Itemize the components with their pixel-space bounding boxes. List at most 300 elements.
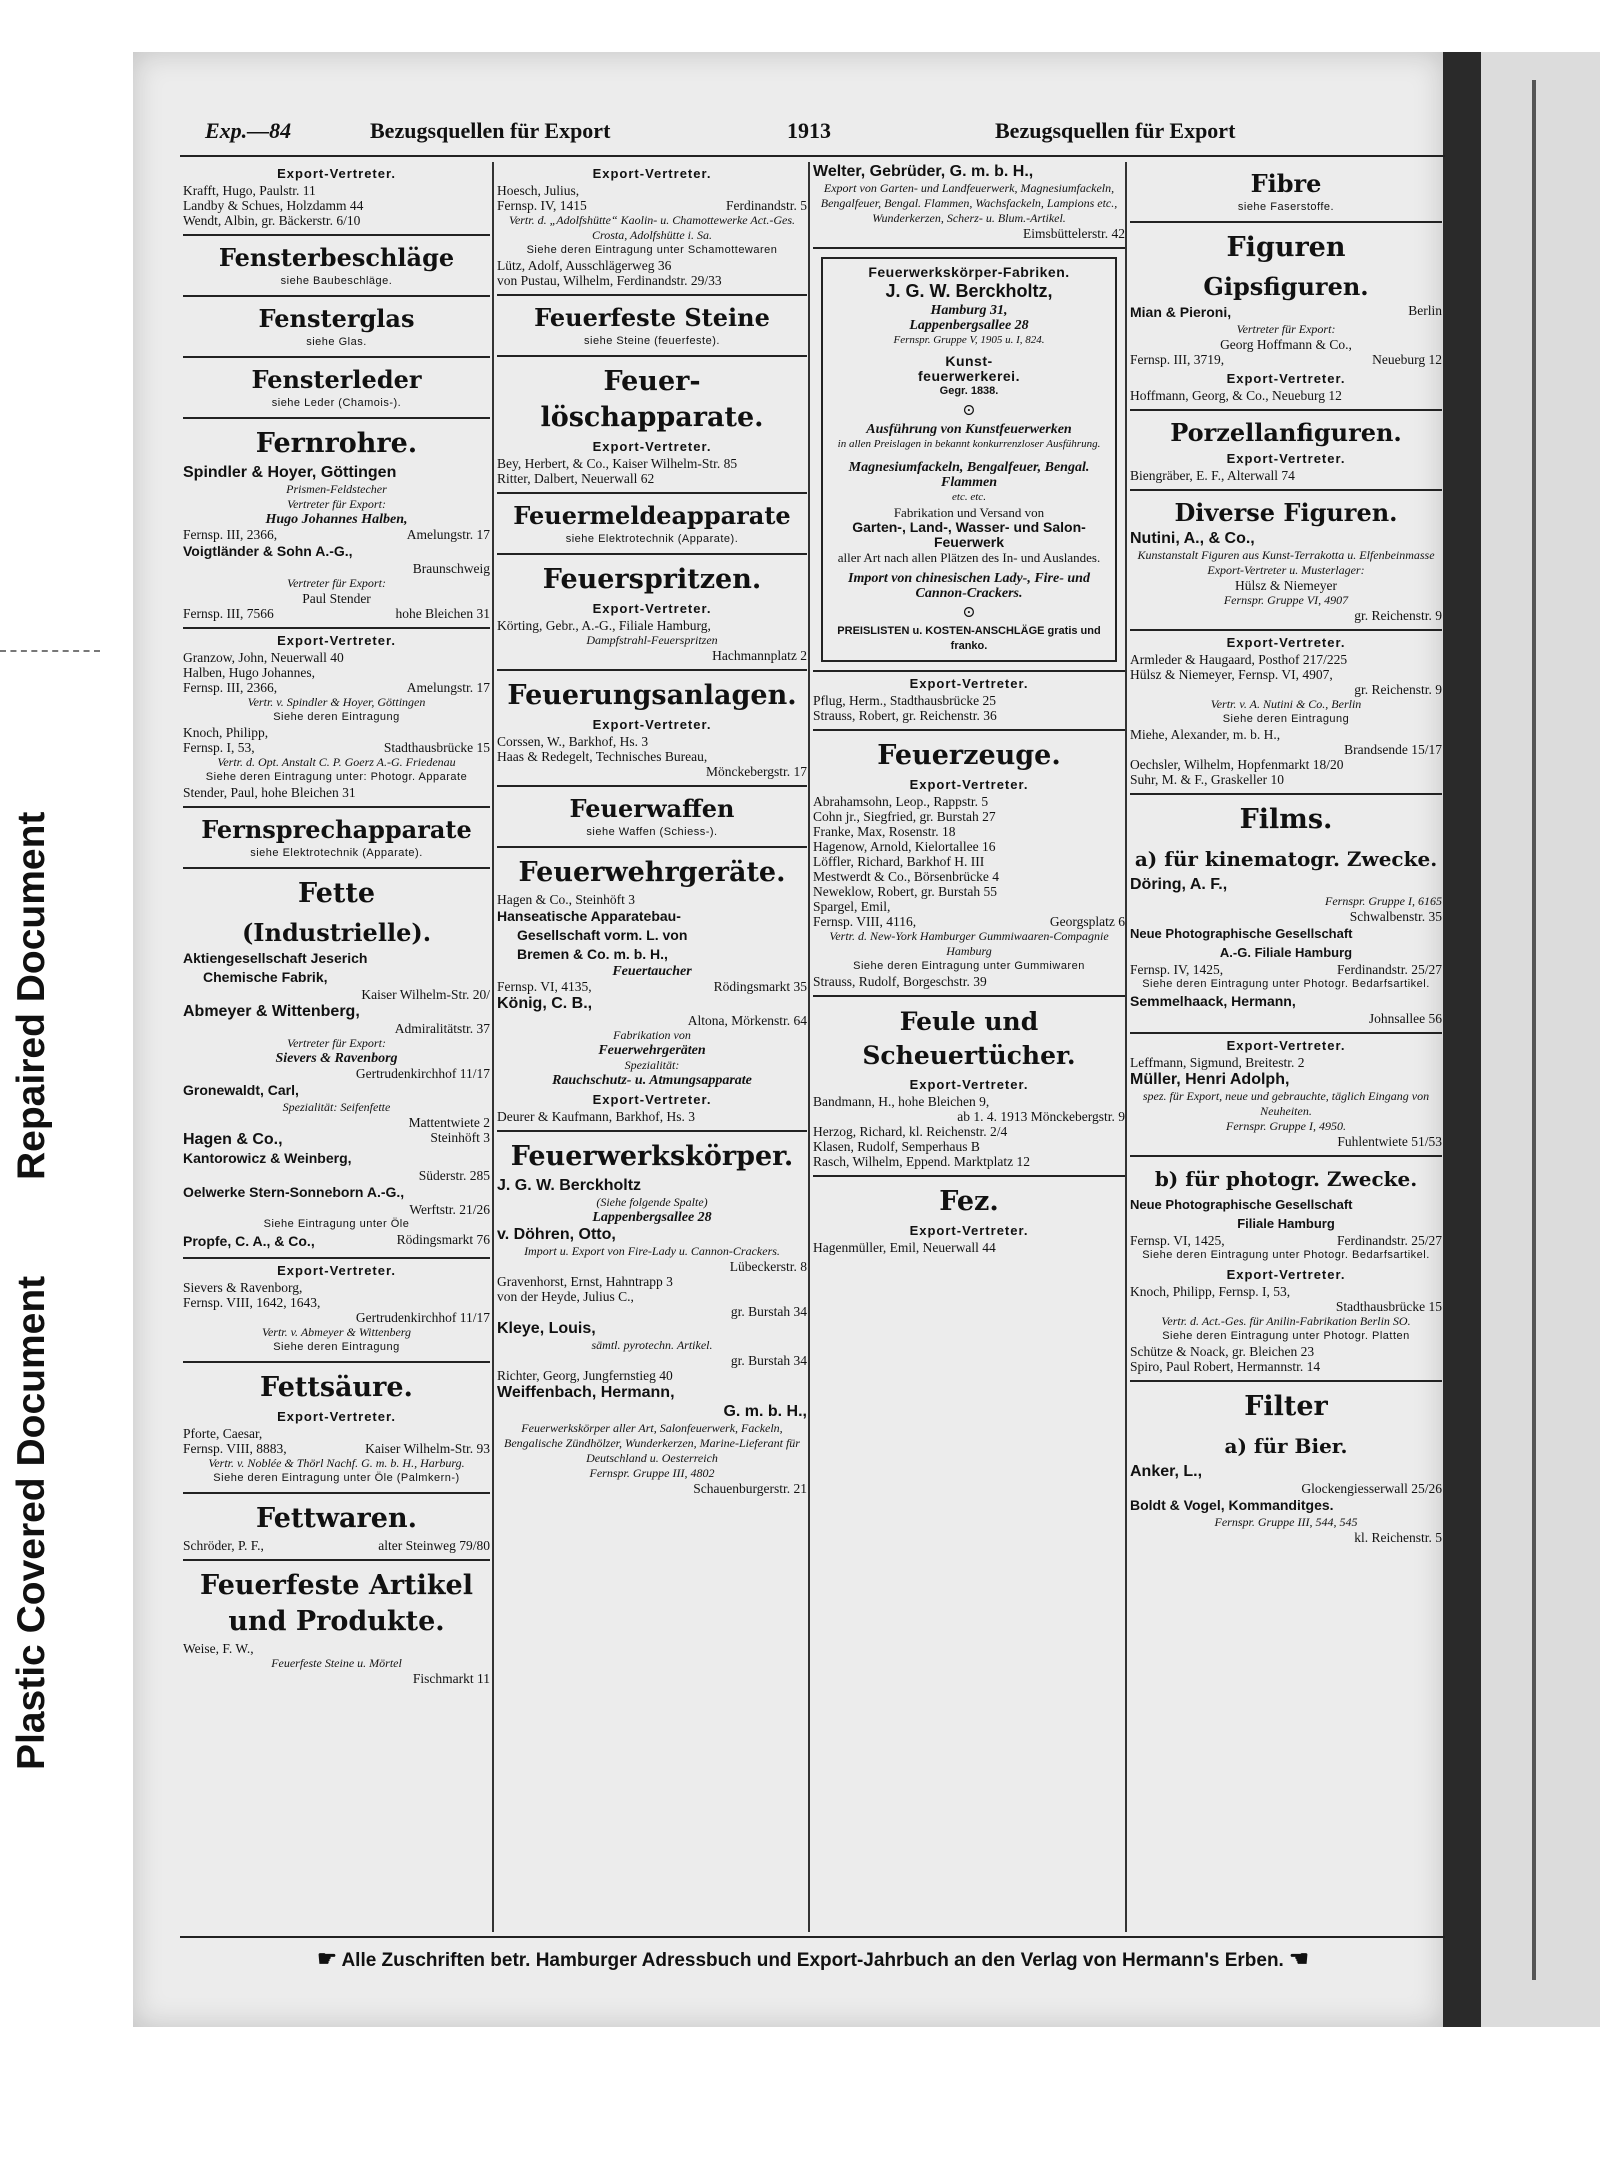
section-heading: Fettwaren.: [256, 1503, 417, 1534]
list-item: Miehe, Alexander, m. b. H.,: [1130, 727, 1281, 742]
company-name: Aktiengesellschaft Jeserich: [183, 950, 368, 966]
section-heading: Feuerwerkskörper.: [510, 1141, 794, 1172]
list-item: Lütz, Adolf, Ausschlägerweg 36: [497, 258, 672, 273]
entry-highlight: Sievers & Ravenborg: [275, 1051, 398, 1066]
company-name: König, C. B.,: [497, 995, 593, 1012]
divider: [1130, 1155, 1442, 1157]
address: Brandsende 15/17: [1344, 742, 1442, 757]
address: Braunschweig: [412, 561, 490, 576]
entry-description: Vertreter für Export:: [287, 576, 386, 590]
address: ab 1. 4. 1913 Mönckebergstr. 9: [957, 1109, 1125, 1124]
phone: Fernsp. IV, 1425,: [1130, 962, 1224, 977]
entry-description: Export-Vertreter u. Musterlager:: [1207, 563, 1365, 577]
ad-founded: Gegr. 1838.: [939, 385, 999, 397]
divider: [497, 846, 807, 848]
entry-description: Vertreter für Export:: [287, 497, 386, 511]
address: Schwalbenstr. 35: [1349, 909, 1442, 924]
entry-row: [1130, 303, 1442, 322]
entry-row: [183, 680, 490, 695]
page-header: [205, 118, 1260, 150]
book-gutter: [1443, 52, 1481, 2027]
section-heading: Fibre: [1250, 169, 1322, 198]
company-name: Gesellschaft vorm. L. von: [517, 927, 688, 943]
pointing-hand-icon: ☛: [317, 1946, 337, 1971]
cross-reference: siehe Faserstoffe.: [1237, 201, 1335, 213]
company-name: v. Döhren, Otto,: [497, 1226, 616, 1243]
list-item: Franke, Max, Rosenstr. 18: [813, 824, 956, 839]
company-name: Hanseatische Apparatebau-: [497, 908, 681, 924]
entry-description: (Siehe folgende Spalte): [596, 1195, 708, 1209]
entry-name: Georg Hoffmann & Co.,: [1220, 337, 1352, 352]
entry-highlight: Feuerwehrgeräten: [598, 1043, 706, 1058]
address: Rödingsmarkt 76: [396, 1232, 490, 1247]
cross-reference: Siehe deren Eintragung: [273, 711, 400, 723]
section-subheading: Export-Vertreter.: [277, 166, 396, 181]
section-heading: Films.: [1239, 804, 1333, 835]
list-item: Biengräber, E. F., Alterwall 74: [1130, 468, 1295, 483]
address: Ferdinandstr. 5: [726, 198, 807, 213]
section-heading: Feuerspritzen.: [542, 564, 762, 595]
section-heading: Fettsäure.: [260, 1372, 413, 1403]
entry-description: Vertr. v. Noblée & Thörl Nachf. G. m. b. H., Harburg.: [208, 1456, 465, 1470]
list-item: Wendt, Albin, gr. Bäckerstr. 6/10: [183, 213, 361, 228]
cross-reference: siehe Baubeschläge.: [280, 275, 393, 287]
address: Schauenburgerstr. 21: [693, 1481, 807, 1496]
list-item: Hagen & Co., Steinhöft 3: [497, 892, 635, 907]
list-item: Richter, Georg, Jungfernstieg 40: [497, 1368, 673, 1383]
ad-text: Fabrikation und Versand von: [893, 505, 1045, 520]
entry-description: Spezialität: Seifenfette: [282, 1100, 391, 1114]
address: Amelungstr. 17: [406, 680, 490, 695]
list-item: Spargel, Emil,: [813, 899, 891, 914]
section-subheading: Export-Vertreter.: [909, 676, 1029, 691]
divider: [183, 627, 490, 629]
cross-reference: Siehe deren Eintragung unter Schamottewaren: [526, 244, 778, 256]
address: Stadthausbrücke 15: [1335, 1299, 1442, 1314]
entry-description: sämtl. pyrotechn. Artikel.: [591, 1338, 713, 1352]
ad-text: Magnesiumfackeln, Bengalfeuer, Bengal. Flammen: [848, 460, 1090, 490]
section-subheading: Export-Vertreter.: [277, 1263, 396, 1278]
cross-reference: Siehe deren Eintragung unter Photogr. Platten: [1162, 1330, 1410, 1342]
address: Ferdinandstr. 25/27: [1337, 962, 1442, 977]
entry-description: Export von Garten- und Landfeuerwerk, Magnesiumfackeln, Bengalfeuer, Bengal. Flammen, Wachsfackeln, Lampions etc., Wunderkerzen, Scherz- u. Blum.-Artikel.: [820, 181, 1118, 225]
section-subheading: Export-Vertreter.: [592, 166, 712, 181]
entry-highlight: Rauchschutz- u. Atmungsapparate: [552, 1073, 752, 1088]
entry-description: Fernspr. Gruppe III, 4802: [589, 1466, 715, 1480]
company-name: Gronewaldt, Carl,: [183, 1082, 299, 1098]
divider: [183, 1361, 490, 1363]
list-item: Pforte, Caesar,: [183, 1426, 263, 1441]
list-item: Suhr, M. & F., Graskeller 10: [1130, 772, 1284, 787]
column-rule: [808, 162, 810, 1932]
entry-row: [183, 606, 490, 621]
ad-heading: Feuerwerkskörper-Fabriken.: [868, 264, 1070, 280]
section-subheading: Export-Vertreter.: [277, 1409, 396, 1424]
entry-row: [183, 1441, 490, 1456]
address: Mönckebergstr. 17: [706, 764, 807, 779]
section-heading: Porzellanfiguren.: [1170, 418, 1402, 447]
list-item: Hülsz & Niemeyer, Fernsp. VI, 4907,: [1130, 667, 1333, 682]
section-subheading: Export-Vertreter.: [1226, 451, 1346, 466]
section-heading: löschapparate.: [540, 402, 764, 433]
entry-description: Vertreter für Export:: [1236, 322, 1336, 336]
phone: Fernsp. VIII, 8883,: [183, 1441, 287, 1456]
company-name: G. m. b. H.,: [723, 1403, 807, 1420]
company-name: Semmelhaack, Hermann,: [1130, 993, 1296, 1009]
cross-reference: Siehe deren Eintragung unter Gummiwaren: [853, 960, 1085, 972]
divider: [183, 295, 490, 297]
entry-name: Paul Stender: [302, 591, 371, 606]
list-item: Löffler, Richard, Barkhof H. III: [813, 854, 985, 869]
ad-heading: feuerwerkerei.: [918, 368, 1020, 384]
company-name: A.-G. Filiale Hamburg: [1219, 945, 1353, 960]
divider: [813, 670, 1125, 672]
ad-phone: Fernspr. Gruppe V, 1905 u. I, 824.: [893, 334, 1045, 346]
address: Süderstr. 285: [418, 1168, 490, 1183]
entry-highlight: Lappenbergsallee 28: [592, 1210, 712, 1225]
divider: [813, 995, 1125, 997]
list-item: Klasen, Rudolf, Semperhaus B: [813, 1139, 980, 1154]
entry-description: Feuerwerkskörper aller Art, Salonfeuerwerk, Fackeln, Bengalische Zündhölzer, Wunderkerzen, Marine-Lieferant für Deutschland u. Oesterreich: [504, 1421, 800, 1465]
entry-description: Fernspr. Gruppe VI, 4907: [1223, 593, 1349, 607]
list-item: Gravenhorst, Ernst, Hahntrapp 3: [497, 1274, 673, 1289]
list-item: von Pustau, Wilhelm, Ferdinandstr. 29/33: [497, 273, 722, 288]
ad-text: PREISLISTEN u. KOSTEN-ANSCHLÄGE gratis und franko.: [837, 625, 1101, 652]
entry-description: Vertr. d. Act.-Ges. für Anilin-Fabrikation Berlin SO.: [1161, 1314, 1411, 1328]
list-item: Hagenow, Arnold, Kielortallee 16: [813, 839, 996, 854]
phone: Fernsp. III, 2366,: [183, 680, 278, 695]
list-item: Abrahamsohn, Leop., Rappstr. 5: [813, 794, 989, 809]
list-item: Landby & Schues, Holzdamm 44: [183, 198, 364, 213]
address: Georgsplatz 6: [1049, 914, 1125, 929]
section-heading: Feuerwaffen: [569, 794, 735, 823]
divider: [183, 356, 490, 358]
list-item: Armleder & Haugaard, Posthof 217/225: [1130, 652, 1348, 667]
header-year: 1913: [787, 118, 831, 143]
cross-reference: siehe Steine (feuerfeste).: [584, 335, 720, 347]
divider: [183, 1492, 490, 1494]
section-heading: a) für kinematogr. Zwecke.: [1134, 847, 1438, 871]
advertisement-box: [821, 257, 1117, 662]
list-item: Granzow, John, Neuerwall 40: [183, 650, 344, 665]
entry-description: Prismen-Feldstecher: [286, 482, 387, 496]
section-subheading: Export-Vertreter.: [1226, 635, 1346, 650]
list-item: Herzog, Richard, kl. Reichenstr. 2/4: [813, 1124, 1008, 1139]
address: Gertrudenkirchhof 11/17: [355, 1310, 490, 1325]
list-item: Bandmann, H., hohe Bleichen 9,: [813, 1094, 990, 1109]
list-item: Krafft, Hugo, Paulstr. 11: [183, 183, 316, 198]
divider: [183, 1257, 490, 1259]
address: Kaiser Wilhelm-Str. 20/: [361, 987, 490, 1002]
entry-description: Fernspr. Gruppe I, 4950.: [1226, 1119, 1346, 1133]
divider: [1130, 409, 1442, 411]
section-subheading: Export-Vertreter.: [909, 777, 1029, 792]
column-rule: [1125, 162, 1127, 1932]
entry-description: Vertr. v. A. Nutini & Co., Berlin: [1210, 697, 1362, 711]
address: Admiralitätstr. 37: [394, 1021, 490, 1036]
list-item: Pflug, Herm., Stadthausbrücke 25: [813, 693, 996, 708]
cross-reference: Siehe deren Eintragung: [273, 1341, 400, 1353]
address: Gertrudenkirchhof 11/17: [355, 1066, 490, 1081]
company-name: Anker, L.,: [1130, 1463, 1203, 1480]
divider: [183, 806, 490, 808]
list-item: Stender, Paul, hohe Bleichen 31: [183, 785, 356, 800]
company-name: Neue Photographische Gesellschaft: [1130, 1197, 1353, 1212]
entry-row: [1130, 1233, 1442, 1248]
company-name: J. G. W. Berckholtz: [497, 1177, 642, 1194]
entry-highlight: Hugo Johannes Halben,: [265, 512, 408, 527]
header-rule: [180, 155, 1445, 157]
company-name: Weiffenbach, Hermann,: [497, 1384, 675, 1401]
entry-description: Vertr. d. Opt. Anstalt C. P. Goerz A.-G. Friedenau: [217, 755, 456, 769]
address: kl. Reichenstr. 5: [1354, 1530, 1442, 1545]
list-item: Hoffmann, Georg, & Co., Neueburg 12: [1130, 388, 1342, 403]
ad-company-name: J. G. W. Berckholtz,: [885, 281, 1053, 301]
section-subheading: Export-Vertreter.: [909, 1223, 1029, 1238]
divider: [813, 247, 1125, 249]
entry-description: Feuerfeste Steine u. Mörtel: [271, 1656, 402, 1670]
list-item: Strauss, Robert, gr. Reichenstr. 36: [813, 708, 997, 723]
entry-name: Hülsz & Niemeyer: [1235, 578, 1337, 593]
cross-reference: Siehe Eintragung unter Öle: [263, 1218, 410, 1230]
section-subheading: Export-Vertreter.: [592, 1092, 712, 1107]
company-name: Abmeyer & Wittenberg,: [183, 1003, 360, 1020]
divider: [183, 417, 490, 419]
section-heading: Fernsprechapparate: [201, 815, 472, 844]
footer-rule: [180, 1936, 1445, 1938]
ad-street: Lappenbergsallee 28: [909, 318, 1029, 333]
dashed-divider: [0, 650, 100, 652]
phone: Fernsp. VIII, 4116,: [813, 914, 917, 929]
section-heading: Fette: [298, 878, 375, 909]
address: Stadthausbrücke 15: [383, 740, 490, 755]
entry-description: Vertr. v. Spindler & Hoyer, Göttingen: [247, 695, 426, 709]
entry-description: Vertr. v. Abmeyer & Wittenberg: [261, 1325, 412, 1339]
entry-description: Spezialität:: [624, 1058, 680, 1072]
section-subheading: Export-Vertreter.: [277, 633, 396, 648]
cross-reference: Siehe deren Eintragung: [1222, 713, 1350, 725]
phone: Fernsp. III, 2366,: [183, 527, 278, 542]
section-subheading: Export-Vertreter.: [592, 439, 712, 454]
divider: [497, 492, 807, 494]
list-item: Ritter, Dalbert, Neuerwall 62: [497, 471, 655, 486]
facing-page-edge: [1481, 52, 1600, 2027]
entry-row: [183, 1232, 490, 1251]
entry-description: Dampfstrahl-Feuerspritzen: [586, 633, 718, 647]
phone: Fernsp. I, 53,: [183, 740, 255, 755]
company-name: Boldt & Vogel, Kommanditges.: [1130, 1497, 1334, 1513]
entry-description: Fernspr. Gruppe I, 6165: [1325, 894, 1442, 908]
address: alter Steinweg 79/80: [378, 1538, 490, 1553]
company-name: Hagen & Co.,: [183, 1131, 283, 1148]
address: Fischmarkt 11: [412, 1671, 490, 1686]
ad-text: etc. etc.: [952, 491, 986, 503]
section-subheading: Export-Vertreter.: [909, 1077, 1029, 1092]
section-heading: Feuermeldeapparate: [513, 501, 791, 530]
section-heading: b) für photogr. Zwecke.: [1154, 1167, 1418, 1191]
list-item: Hoesch, Julius,: [497, 183, 580, 198]
section-heading: Feuerungsanlagen.: [507, 680, 797, 711]
entry-row: [183, 527, 490, 542]
address: Altona, Mörkenstr. 64: [687, 1013, 807, 1028]
address: Werftstr. 21/26: [409, 1202, 490, 1217]
entry-row: [497, 979, 807, 994]
divider: [1130, 629, 1442, 631]
footer-text: Alle Zuschriften betr. Hamburger Adressbuch und Export-Jahrbuch an den Verlag von Hermann's Erben.: [341, 1950, 1284, 1971]
list-item: Leffmann, Sigmund, Breitestr. 2: [1130, 1055, 1305, 1070]
entry-description: Kunstanstalt Figuren aus Kunst-Terrakotta u. Elfenbeinmasse: [1137, 548, 1435, 562]
section-heading: Fensterglas: [258, 304, 415, 333]
list-item: Mestwerdt & Co., Börsenbrücke 4: [813, 869, 999, 884]
header-title-left: Bezugsquellen für Export: [370, 118, 611, 143]
column-rule: [492, 162, 494, 1932]
divider: [497, 785, 807, 787]
cross-reference: siehe Elektrotechnik (Apparate).: [565, 533, 739, 545]
divider: [1130, 1032, 1442, 1034]
ad-heading: Kunst-: [945, 353, 993, 369]
list-item: von der Heyde, Julius C.,: [497, 1289, 634, 1304]
section-heading: Feuerwehrgeräte.: [518, 857, 786, 888]
list-item: Knoch, Philipp,: [183, 725, 269, 740]
list-item: Corssen, W., Barkhof, Hs. 3: [497, 734, 649, 749]
address: gr. Reichenstr. 9: [1354, 608, 1442, 623]
cross-reference: siehe Leder (Chamois-).: [271, 397, 402, 409]
cross-reference: Siehe deren Eintragung unter Photogr. Bedarfsartikel.: [1142, 1249, 1430, 1261]
company-name: Voigtländer & Sohn A.-G.,: [183, 543, 353, 559]
entry-row: [1130, 962, 1442, 977]
pointing-hand-icon: ☚: [1289, 1946, 1309, 1971]
divider: [1130, 1380, 1442, 1382]
phone: Fernsp. III, 3719,: [1130, 352, 1225, 367]
column-3: [813, 162, 1125, 1255]
address: Johnsallee 56: [1368, 1011, 1442, 1026]
company-name: Spindler & Hoyer, Göttingen: [183, 464, 397, 481]
entry-row: [183, 740, 490, 755]
column-4: [1130, 162, 1442, 1545]
section-heading: Diverse Figuren.: [1174, 498, 1398, 527]
entry-description: Fabrikation von: [613, 1028, 691, 1042]
cross-reference: siehe Glas.: [306, 336, 367, 348]
cross-reference: Siehe deren Eintragung unter Photogr. Bedarfsartikel.: [1142, 978, 1430, 990]
divider: [813, 729, 1125, 731]
scan-label-sidebar: [0, 0, 100, 2177]
list-item: Knoch, Philipp, Fernsp. I, 53,: [1130, 1284, 1291, 1299]
header-title-right: Bezugsquellen für Export: [995, 118, 1236, 143]
divider: [183, 867, 490, 869]
section-heading: Feuerfeste Steine: [534, 303, 770, 332]
section-subheading: Export-Vertreter.: [1226, 371, 1346, 386]
section-heading: Fernrohre.: [255, 428, 418, 459]
address: hohe Bleichen 31: [395, 606, 490, 621]
label-plastic-covered: Plastic Covered Document: [10, 1275, 53, 1770]
section-heading: Fensterbeschläge: [218, 243, 455, 272]
address: Berlin: [1408, 303, 1442, 318]
section-heading: a) für Bier.: [1224, 1434, 1348, 1458]
column-1: [183, 162, 490, 1686]
facing-page-border: [1532, 80, 1536, 1980]
section-subheading: Export-Vertreter.: [592, 717, 712, 732]
entry-row: [183, 1538, 490, 1553]
company-name: Chemische Fabrik,: [203, 969, 328, 985]
section-heading: Gipsfiguren.: [1203, 272, 1369, 301]
section-heading: und Produkte.: [228, 1606, 445, 1637]
list-item: Schütze & Noack, gr. Bleichen 23: [1130, 1344, 1315, 1359]
address: Steinhöft 3: [430, 1130, 490, 1145]
ad-text: Garten-, Land-, Wasser- und Salon-Feuerwerk: [852, 519, 1086, 550]
entry-description: Vertr. d. New-York Hamburger Gummiwaaren-Compagnie Hamburg: [829, 929, 1109, 958]
company-name: Bremen & Co. m. b. H.,: [517, 946, 668, 962]
ornament-icon: ⊙: [962, 402, 976, 419]
section-subheading: Export-Vertreter.: [1226, 1267, 1346, 1282]
company-name: Kantorowicz & Weinberg,: [183, 1150, 352, 1166]
entry-description: Vertr. d. „Adolfshütte“ Kaolin- u. Chamottewerke Act.-Ges. Crosta, Adolfshütte i. Sa.: [508, 213, 796, 242]
address: Amelungstr. 17: [406, 527, 490, 542]
divider: [497, 294, 807, 296]
cross-reference: siehe Waffen (Schiess-).: [586, 826, 718, 838]
phone: Fernsp. IV, 1415: [497, 198, 587, 213]
company-name: Nutini, A., & Co.,: [1130, 530, 1255, 547]
section-heading: Fez.: [939, 1186, 999, 1217]
divider: [497, 553, 807, 555]
company-name: Propfe, C. A., & Co.,: [183, 1233, 315, 1249]
section-heading: Feule und Scheuertücher.: [862, 1007, 1076, 1070]
company-name: Müller, Henri Adolph,: [1130, 1071, 1290, 1088]
list-item: Sievers & Ravenborg,: [183, 1280, 303, 1295]
address: Rödingsmarkt 35: [713, 979, 807, 994]
list-item: Hagenmüller, Emil, Neuerwall 44: [813, 1240, 996, 1255]
company-name: Döring, A. F.,: [1130, 876, 1228, 893]
divider: [183, 234, 490, 236]
section-heading: Filter: [1244, 1391, 1328, 1422]
entry-row: [497, 198, 807, 213]
divider: [497, 669, 807, 671]
entry-row: [813, 914, 1125, 929]
address: Lübeckerstr. 8: [729, 1259, 807, 1274]
section-heading: Feuer-: [603, 366, 701, 397]
company-name: Mian & Pieroni,: [1130, 304, 1232, 320]
entry-description: Import u. Export von Fire-Lady u. Cannon-Crackers.: [524, 1244, 780, 1258]
list-item: Oechsler, Wilhelm, Hopfenmarkt 18/20: [1130, 757, 1344, 772]
column-2: [497, 162, 807, 1496]
page-number: Exp.—84: [205, 118, 292, 143]
address: Glockengiesserwall 25/26: [1301, 1481, 1442, 1496]
list-item: Neweklow, Robert, gr. Burstah 55: [813, 884, 997, 899]
company-name: Kleye, Louis,: [497, 1320, 596, 1337]
company-name: Neue Photographische Gesellschaft: [1130, 926, 1353, 941]
entry-description: Vertreter für Export:: [287, 1036, 386, 1050]
ad-text: in allen Preislagen in bekannt konkurrenzloser Ausführung.: [837, 438, 1101, 450]
entry-name: Schröder, P. F.,: [183, 1538, 264, 1553]
ad-city: Hamburg 31,: [930, 303, 1008, 318]
ad-text: aller Art nach allen Plätzen des In- und Auslandes.: [837, 550, 1101, 565]
section-heading: Figuren: [1226, 232, 1346, 263]
list-item: Deurer & Kaufmann, Barkhof, Hs. 3: [497, 1109, 695, 1124]
address: Eimsbüttelerstr. 42: [1023, 226, 1125, 241]
list-item: Körting, Gebr., A.-G., Filiale Hamburg,: [497, 618, 711, 633]
entry-row: [1130, 352, 1442, 367]
divider: [183, 1559, 490, 1561]
list-item: Strauss, Rudolf, Borgeschstr. 39: [813, 974, 987, 989]
list-item: Weise, F. W.,: [183, 1641, 254, 1656]
list-item: Fernsp. VIII, 1642, 1643,: [183, 1295, 321, 1310]
address: Hachmannplatz 2: [712, 648, 807, 663]
divider: [497, 1130, 807, 1132]
entry-highlight: Feuertaucher: [612, 964, 692, 979]
address: gr. Burstah 34: [730, 1353, 807, 1368]
entry-row: [183, 1130, 490, 1149]
cross-reference: Siehe deren Eintragung unter Öle (Palmkern-): [213, 1472, 460, 1484]
section-subheading: Export-Vertreter.: [592, 601, 712, 616]
